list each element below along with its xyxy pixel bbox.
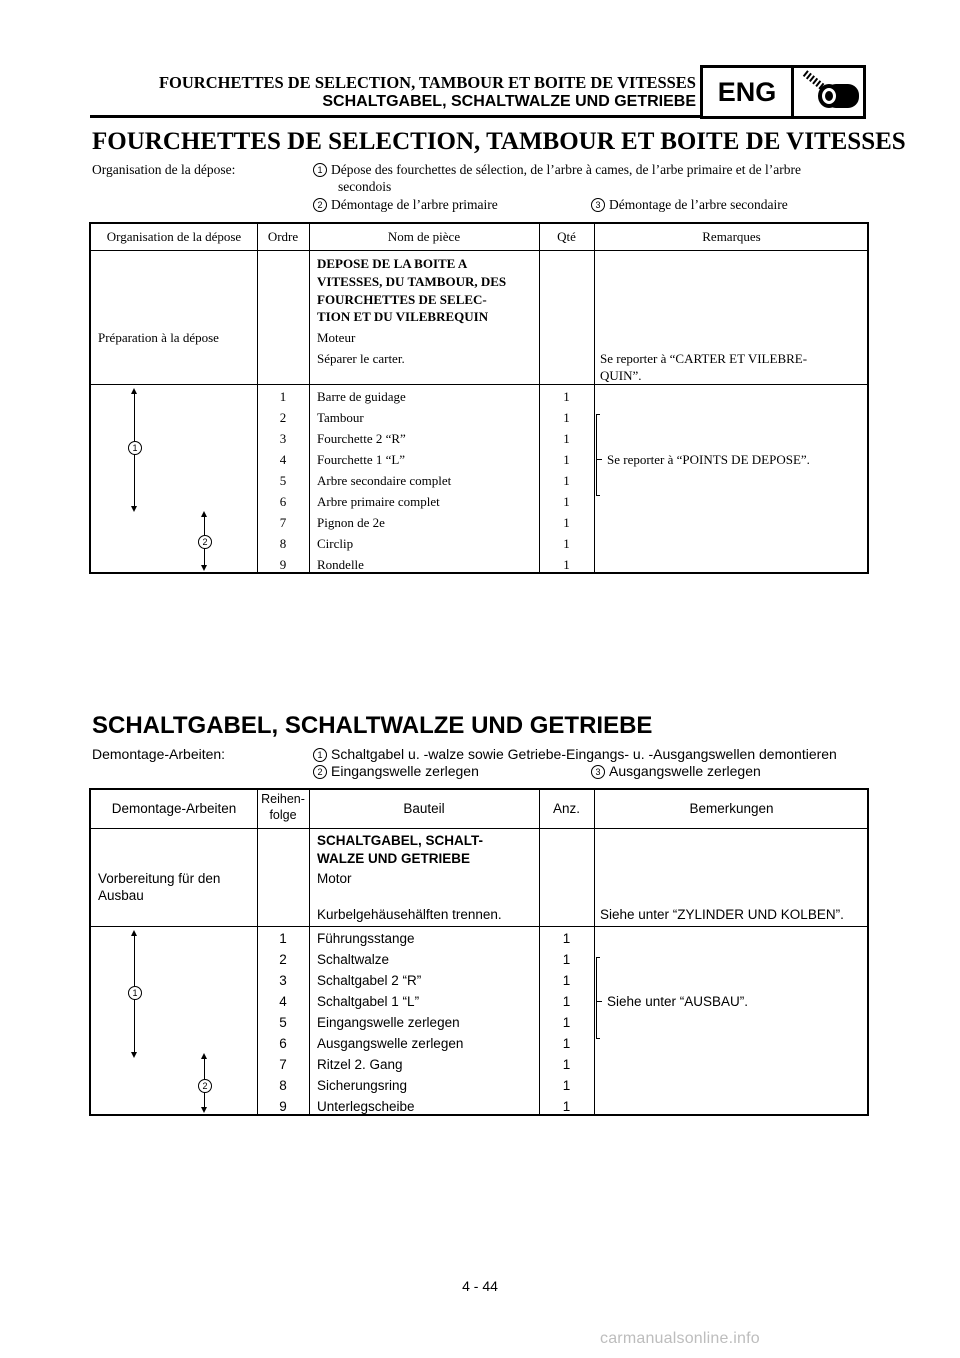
row-order: 4 — [279, 452, 287, 467]
row-part: Rondelle — [317, 557, 364, 572]
prep-part: Kurbelgehäusehälften trennen. — [317, 907, 502, 922]
row-qty: 1 — [563, 557, 570, 572]
row-part: Tambour — [317, 410, 364, 425]
org-item-fr-1 — [313, 161, 801, 179]
row-order: 5 — [279, 473, 287, 488]
eng-badge — [700, 65, 866, 119]
org-item-text: Eingangswelle zerlegen — [331, 763, 479, 779]
org-item-de-1 — [313, 745, 837, 763]
row-qty: 1 — [562, 1078, 571, 1093]
prep-part: Séparer le carter. — [317, 351, 405, 366]
row-qty: 1 — [562, 994, 571, 1009]
org-item-text: Dépose des fourchettes de sélection, de l’arbre à cames, de l’arbe primaire et de l’arbre — [331, 162, 802, 177]
row-qty: 1 — [562, 1015, 571, 1030]
group-arrow-down — [131, 1052, 137, 1058]
row-qty: 1 — [562, 1036, 571, 1051]
row-qty: 1 — [563, 410, 570, 425]
org-item-fr-3 — [591, 196, 788, 214]
row-order: 2 — [279, 952, 287, 967]
col-header: Bauteil — [403, 801, 445, 816]
row-part: Sicherungsring — [317, 1078, 408, 1093]
col-header-line: folge — [269, 808, 297, 822]
row-part: Fourchette 1 “L” — [317, 452, 406, 467]
group-remark: Siehe unter “AUSBAU”. — [607, 994, 749, 1009]
group-arrow-down — [201, 1107, 207, 1113]
row-part: Schaltgabel 2 “R” — [317, 973, 422, 988]
parts-table-fr — [89, 222, 869, 574]
prep-title-line: DEPOSE DE LA BOITE A — [317, 256, 468, 271]
step-number-badge: 2 — [313, 765, 327, 779]
header-rule — [90, 115, 700, 118]
row-order: 9 — [279, 557, 287, 572]
row-order: 1 — [279, 931, 287, 946]
org-item-text: Démontage de l’arbre secondaire — [609, 197, 788, 212]
org-item-fr-2 — [313, 196, 498, 214]
eng-badge-label: ENG — [717, 77, 777, 107]
row-qty: 1 — [562, 952, 571, 967]
org-item-text: Ausgangswelle zerlegen — [609, 763, 761, 779]
step-number-badge: 3 — [591, 198, 605, 212]
remark-bracket — [596, 414, 597, 496]
header-title-fr: FOURCHETTES DE SELECTION, TAMBOUR ET BOITE DE VITESSES — [158, 73, 696, 92]
org-label-de: Demontage-Arbeiten: — [92, 746, 226, 762]
step-number-badge: 1 — [313, 163, 327, 177]
row-qty: 1 — [562, 1099, 571, 1114]
header-title-de: SCHALTGABEL, SCHALTWALZE UND GETRIEBE — [322, 93, 696, 110]
col-header: Ordre — [267, 229, 299, 244]
prep-label: Préparation à la dépose — [98, 330, 219, 345]
prep-title-line: SCHALTGABEL, SCHALT- — [317, 833, 483, 848]
row-part: Schaltwalze — [317, 952, 390, 967]
row-order: 1 — [279, 389, 287, 404]
row-order: 6 — [279, 494, 287, 509]
row-qty: 1 — [563, 431, 570, 446]
col-header: Remarques — [702, 229, 761, 244]
page-number: 4 - 44 — [462, 1278, 498, 1294]
row-part: Schaltgabel 1 “L” — [317, 994, 420, 1009]
step-number-badge: 3 — [591, 765, 605, 779]
prep-part: Moteur — [317, 330, 356, 345]
group-arrow-down — [131, 506, 137, 512]
row-order: 8 — [279, 1078, 287, 1093]
col-header: Organisation de la dépose — [106, 229, 242, 244]
group-remark: Se reporter à “POINTS DE DEPOSE”. — [607, 452, 810, 467]
group-label-1: 1 — [128, 441, 142, 455]
col-header: Bemerkungen — [689, 801, 774, 816]
row-order: 3 — [279, 431, 287, 446]
row-part: Ritzel 2. Gang — [317, 1057, 403, 1072]
section-title-de: SCHALTGABEL, SCHALTWALZE UND GETRIEBE — [92, 712, 653, 739]
prep-remark: Siehe unter “ZYLINDER UND KOLBEN”. — [600, 907, 844, 922]
group-label-1: 1 — [128, 986, 142, 1000]
row-qty: 1 — [563, 494, 570, 509]
row-order: 9 — [279, 1099, 287, 1114]
col-header: Nom de pièce — [387, 229, 461, 244]
row-order: 4 — [279, 994, 287, 1009]
row-part: Arbre secondaire complet — [317, 473, 452, 488]
row-order: 5 — [279, 1015, 287, 1030]
org-item-fr-1-cont: secondois — [338, 179, 392, 194]
prep-title-line: VITESSES, DU TAMBOUR, DES — [317, 274, 507, 289]
prep-title-line: WALZE UND GETRIEBE — [317, 851, 471, 866]
row-order: 7 — [279, 1057, 287, 1072]
row-part: Pignon de 2e — [317, 515, 385, 530]
step-number-badge: 2 — [313, 198, 327, 212]
row-part: Ausgangswelle zerlegen — [317, 1036, 464, 1051]
col-header: Qté — [557, 229, 576, 244]
step-number-badge: 1 — [313, 748, 327, 762]
row-qty: 1 — [563, 452, 570, 467]
remark-bracket — [596, 957, 597, 1039]
prep-label-line: Ausbau — [98, 888, 144, 903]
row-part: Führungsstange — [317, 931, 415, 946]
row-order: 7 — [279, 515, 287, 530]
parts-table-de — [89, 788, 869, 1116]
org-label-fr: Organisation de la dépose: — [92, 162, 236, 177]
prep-remark: Se reporter à “CARTER ET VILEBRE- — [600, 351, 808, 366]
org-item-de-2 — [313, 762, 479, 780]
prep-remark: QUIN”. — [600, 368, 642, 383]
row-qty: 1 — [563, 389, 570, 404]
row-order: 2 — [279, 410, 287, 425]
row-order: 6 — [279, 1036, 287, 1051]
row-qty: 1 — [562, 931, 571, 946]
prep-part: Motor — [317, 871, 352, 886]
prep-title-line: TION ET DU VILEBREQUIN — [317, 309, 489, 324]
row-qty: 1 — [563, 515, 570, 530]
org-item-de-3 — [591, 762, 761, 780]
org-item-text: Démontage de l’arbre primaire — [331, 197, 498, 212]
col-header-line: Reihen- — [261, 792, 305, 806]
group-label-2: 2 — [198, 535, 212, 549]
engine-bolt-icon — [799, 70, 863, 114]
row-part: Unterlegscheibe — [317, 1099, 415, 1114]
row-qty: 1 — [563, 473, 570, 488]
watermark: carmanualsonline.info — [600, 1330, 760, 1347]
col-header: Anz. — [552, 801, 580, 816]
org-item-text: Schaltgabel u. -walze sowie Getriebe-Eingangs- u. -Ausgangswellen demontieren — [331, 746, 837, 762]
prep-label-line: Vorbereitung für den — [98, 871, 221, 886]
prep-title-line: FOURCHETTES DE SELEC- — [317, 292, 487, 307]
col-header: Demontage-Arbeiten — [111, 801, 237, 816]
section-title-fr: FOURCHETTES DE SELECTION, TAMBOUR ET BOITE DE VITESSES — [92, 128, 906, 155]
row-part: Circlip — [317, 536, 354, 551]
row-part: Arbre primaire complet — [317, 494, 440, 509]
row-qty: 1 — [563, 536, 570, 551]
row-qty: 1 — [562, 1057, 571, 1072]
row-order: 3 — [279, 973, 287, 988]
row-part: Eingangswelle zerlegen — [317, 1015, 460, 1030]
row-part: Fourchette 2 “R” — [317, 431, 406, 446]
row-order: 8 — [279, 536, 287, 551]
eng-badge-divider — [791, 68, 794, 116]
group-label-2: 2 — [198, 1079, 212, 1093]
row-part: Barre de guidage — [317, 389, 406, 404]
row-qty: 1 — [562, 973, 571, 988]
group-arrow-down — [201, 565, 207, 571]
